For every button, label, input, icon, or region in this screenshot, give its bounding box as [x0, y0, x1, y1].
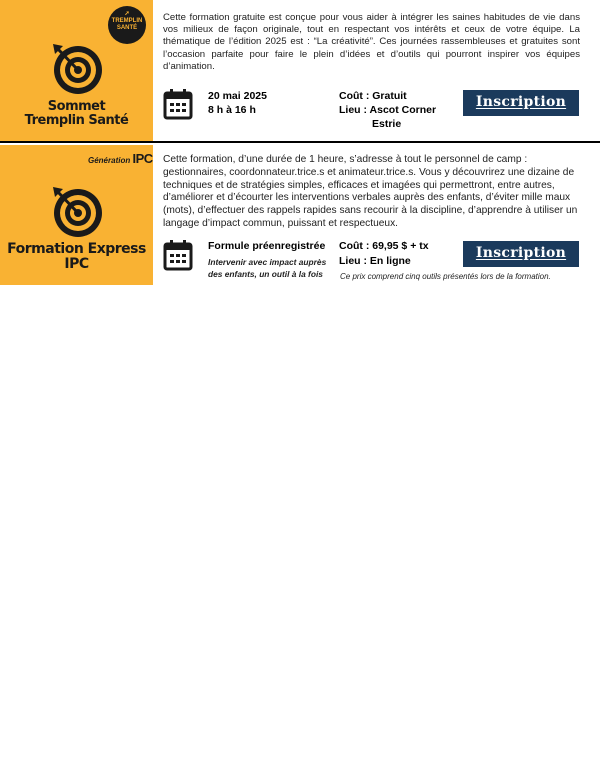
- inscription-button[interactable]: Inscription: [463, 90, 579, 116]
- event-time: 8 h à 16 h: [208, 104, 256, 116]
- event-date: 20 mai 2025: [208, 90, 267, 102]
- event-sidebar: [0, 0, 153, 142]
- logo-text-line2: SANTÉ: [116, 25, 138, 31]
- logo-prefix: Génération: [88, 156, 131, 165]
- event-location: Lieu : En ligne: [339, 255, 411, 267]
- event-location-region: Estrie: [372, 118, 402, 130]
- event-card-formation-ipc: [0, 145, 600, 285]
- calendar-icon: [163, 239, 193, 271]
- event-title: [0, 100, 153, 128]
- card-divider: [0, 141, 600, 143]
- event-formula: Formule préenregistrée: [208, 240, 326, 252]
- logo-text-line1: TREMPLIN: [111, 18, 143, 24]
- event-location: Lieu : Ascot Corner: [339, 104, 437, 116]
- event-title: [0, 242, 153, 272]
- event-sidebar: [0, 145, 153, 285]
- event-title-line1: Sommet: [47, 99, 106, 114]
- event-title-line2: Tremplin Santé: [24, 113, 129, 128]
- event-description: Cette formation gratuite est conçue pour vous aider à intégrer les saines habitudes de vie dans vos milieux de façon originale, tout en respectant vos intérêts et ceux de votre équipe. La thématique de l’édition 2025 est : “La créativité”. Ces journées rassembleuses et gratuites sont l’occasion parfaite pour faire le plein d’idées et d’outils qui pourront inspirer vos équipes d’animation.: [163, 12, 580, 72]
- event-description: Cette formation, d’une durée de 1 heure, s’adresse à tout le personnel de camp : gestionnaires, coordonnateur.trice.s et animateur.trice.s. Vous y découvrirez une dizaine de techniques et de stratégies simples, efficaces et imagées qui permettront, entre autres, d’améliorer et d’écourter les interventions verbales auprès des enfants, d’éviter mille maux (mots), d’effectuer des rappels rapides sans recourir à la discipline, d’apprendre à utiliser un langage d’impact commun, puissant et respectueux.: [163, 154, 578, 229]
- target-arrow-icon: [47, 181, 105, 239]
- event-subtitle-line1: Intervenir avec impact auprès: [208, 257, 327, 267]
- inscription-button[interactable]: Inscription: [463, 241, 579, 267]
- event-title-line2: IPC: [64, 256, 89, 272]
- event-cost: Coût : 69,95 $ + tx: [339, 240, 429, 252]
- event-cost: Coût : Gratuit: [339, 90, 407, 102]
- generation-ipc-logo: [88, 151, 153, 166]
- event-card-sommet: [0, 0, 600, 142]
- logo-brand: IPC: [132, 151, 153, 166]
- event-title-line1: Formation Express: [7, 241, 146, 257]
- logo-arrow-icon: ➚: [124, 11, 130, 17]
- target-arrow-icon: [47, 38, 105, 96]
- calendar-icon: [163, 88, 193, 120]
- event-subtitle-line2: des enfants, un outil à la fois: [208, 269, 323, 279]
- price-note: Ce prix comprend cinq outils présentés lors de la formation.: [340, 272, 551, 281]
- tremplin-sante-logo: [108, 6, 146, 44]
